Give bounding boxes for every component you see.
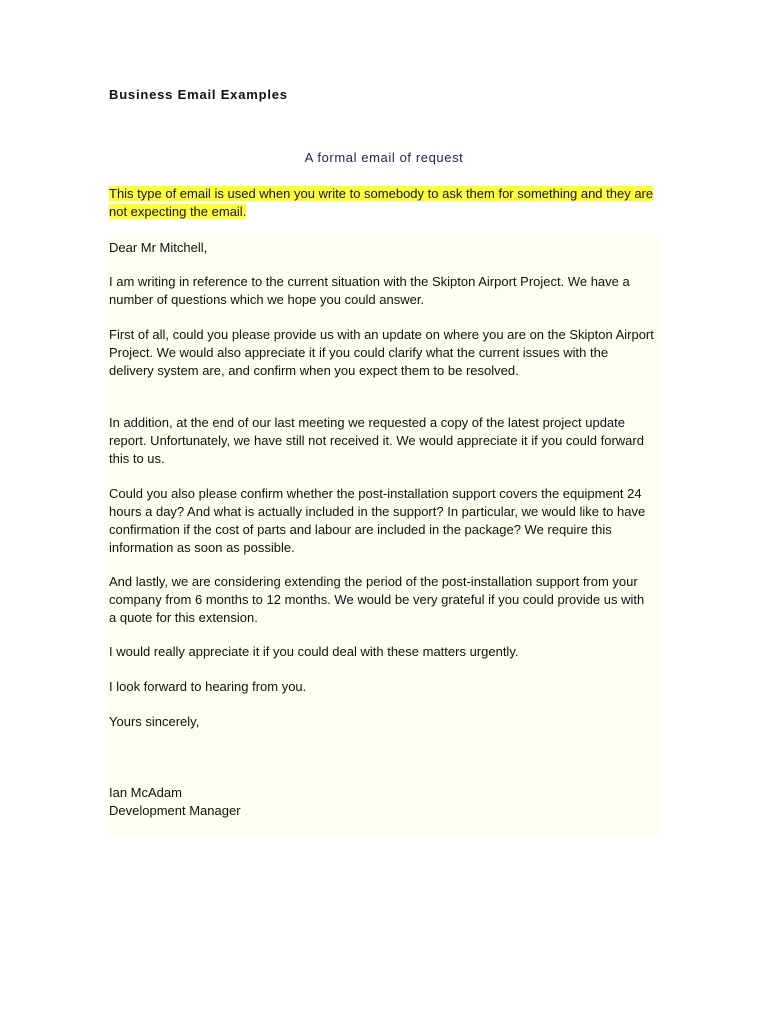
document-subtitle: A formal email of request [304,150,464,165]
intro-note [109,185,669,221]
intro-note-highlight: This type of email is used when you write to somebody to ask them for something and they are not expecting the email. [109,186,654,219]
letter-paragraph: I am writing in reference to the current situation with the Skipton Airport Project. We have a number of questions which we hope you could answer. [109,274,630,307]
letter-paragraph: Could you also please confirm whether the post-installation support covers the equipment 24 hours a day? And what is actually included in the support? In particular, we would like to have confirmation if the cost of parts and labour are included in the package? We require this information as soon as possible. [109,486,646,555]
signature-name: Ian McAdam [109,785,182,800]
letter-paragraph: I would really appreciate it if you could deal with these matters urgently. [109,644,519,659]
letter-paragraph: First of all, could you please provide us with an update on where you are on the Skipton Airport Project. We would also appreciate it if you could clarify what the current issues with the delivery system are, and confirm when you expect them to be resolved. [109,327,654,378]
signature-title: Development Manager [109,803,241,818]
letter-paragraph: And lastly, we are considering extending the period of the post-installation support from your company from 6 months to 12 months. We would be very grateful if you could provide us with a quote for this extension. [109,574,645,625]
email-letter-body [107,238,660,835]
letter-paragraph: I look forward to hearing from you. [109,679,307,694]
letter-paragraph: In addition, at the end of our last meeting we requested a copy of the latest project update report. Unfortunately, we have still not received it. We would appreciate it if you could forward this to us. [109,415,644,466]
document-title: Business Email Examples [109,87,288,102]
letter-greeting: Dear Mr Mitchell, [109,240,208,255]
letter-closing: Yours sincerely, [109,714,200,729]
